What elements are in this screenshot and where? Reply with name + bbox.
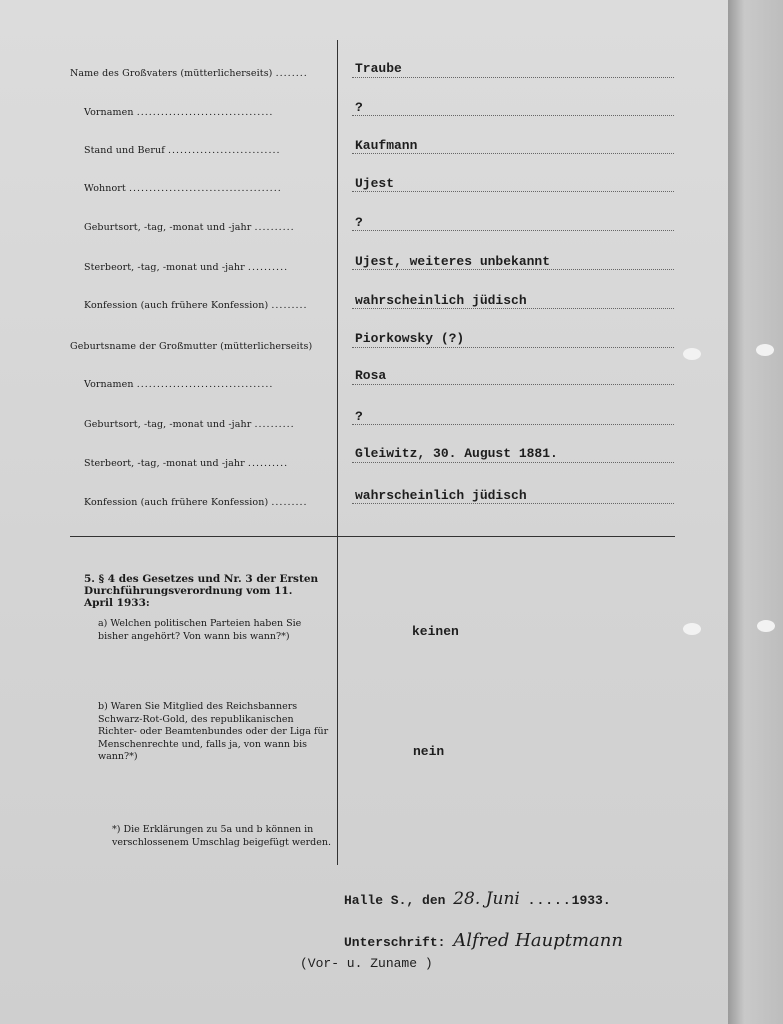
value-grandfather-confession: wahrscheinlich jüdisch bbox=[355, 293, 527, 308]
label-grandmother-birthname: Geburtsname der Großmutter (mütterlicherseits) bbox=[70, 341, 313, 352]
value-grandfather-occupation: Kaufmann bbox=[355, 138, 418, 153]
column-divider bbox=[337, 40, 338, 865]
handwritten-date: 28. Juni bbox=[453, 889, 520, 909]
value-grandmother-birth: ? bbox=[355, 409, 363, 424]
section-5-heading: 5. § 4 des Gesetzes und Nr. 3 der Ersten Durchführungsverordnung vom 11. April 1933: bbox=[84, 573, 319, 609]
footnote: *) Die Erklärungen zu 5a und b können in verschlossenem Umschlag beigefügt werden. bbox=[112, 824, 332, 848]
dotted-line bbox=[352, 384, 674, 385]
label-grandfather-birth: Geburtsort, -tag, -monat und -jahr .......... bbox=[84, 222, 295, 233]
handwritten-signature: Alfred Hauptmann bbox=[453, 930, 623, 951]
label-grandmother-birth: Geburtsort, -tag, -monat und -jahr .......... bbox=[84, 419, 295, 430]
dotted-line bbox=[352, 230, 674, 231]
place-prefix: Halle S., den bbox=[344, 893, 446, 908]
date-year: 1933. bbox=[571, 893, 611, 908]
value-grandfather-firstnames: ? bbox=[355, 100, 363, 115]
value-grandfather-birth: ? bbox=[355, 215, 363, 230]
punch-hole bbox=[756, 344, 774, 356]
value-grandmother-birthname: Piorkowsky (?) bbox=[355, 331, 465, 346]
label-grandmother-death: Sterbeort, -tag, -monat und -jahr .......... bbox=[84, 458, 289, 469]
dotted-line bbox=[352, 191, 674, 192]
value-grandmother-firstnames: Rosa bbox=[355, 368, 387, 383]
signature-line bbox=[344, 930, 623, 951]
dotted-line bbox=[352, 503, 674, 504]
dotted-line bbox=[352, 347, 674, 348]
dotted-line bbox=[352, 77, 674, 78]
punch-hole bbox=[683, 623, 701, 635]
question-5a: a) Welchen politischen Parteien haben Sie bisher angehört? Von wann bis wann?*) bbox=[98, 618, 302, 642]
value-grandfather-name: Traube bbox=[355, 61, 402, 76]
name-hint: (Vor- u. Zuname ) bbox=[300, 956, 433, 971]
label-grandfather-confession: Konfession (auch frühere Konfession) ......... bbox=[84, 300, 308, 311]
value-grandfather-residence: Ujest bbox=[355, 176, 395, 191]
signature-label: Unterschrift: bbox=[344, 935, 446, 950]
label-grandmother-confession: Konfession (auch frühere Konfession) ......... bbox=[84, 497, 308, 508]
value-grandmother-death: Gleiwitz, 30. August 1881. bbox=[355, 446, 558, 461]
back-page-edge bbox=[728, 0, 783, 1024]
dotted-line bbox=[352, 153, 674, 154]
label-grandfather-residence: Wohnort ...................................... bbox=[84, 183, 282, 194]
punch-hole bbox=[757, 620, 775, 632]
place-date-line: Halle S., den 28. Juni .....1933. bbox=[344, 889, 611, 909]
dotted-line bbox=[352, 269, 674, 270]
label-grandfather-name: Name des Großvaters (mütterlicherseits) ........ bbox=[70, 68, 308, 79]
question-5b: b) Waren Sie Mitglied des Reichsbanners Schwarz-Rot-Gold, des republikanischen Richter- oder Beamtenbundes oder der Liga für Menschenrechte und, falls ja, von wann bis wann?*) bbox=[98, 701, 329, 762]
punch-hole bbox=[683, 348, 701, 360]
dotted-line bbox=[352, 308, 674, 309]
dotted-line bbox=[352, 115, 674, 116]
value-grandmother-confession: wahrscheinlich jüdisch bbox=[355, 488, 527, 503]
label-grandfather-death: Sterbeort, -tag, -monat und -jahr .......... bbox=[84, 262, 289, 273]
label-grandfather-firstnames: Vornamen .................................. bbox=[84, 107, 274, 118]
value-grandfather-death: Ujest, weiteres unbekannt bbox=[355, 254, 551, 269]
dotted-line bbox=[352, 424, 674, 425]
label-grandmother-firstnames: Vornamen .................................. bbox=[84, 379, 274, 390]
dotted-line bbox=[352, 462, 674, 463]
answer-5a: keinen bbox=[412, 624, 459, 639]
section-divider bbox=[70, 536, 675, 537]
label-grandfather-occupation: Stand und Beruf ............................ bbox=[84, 145, 281, 156]
answer-5b: nein bbox=[413, 744, 445, 759]
